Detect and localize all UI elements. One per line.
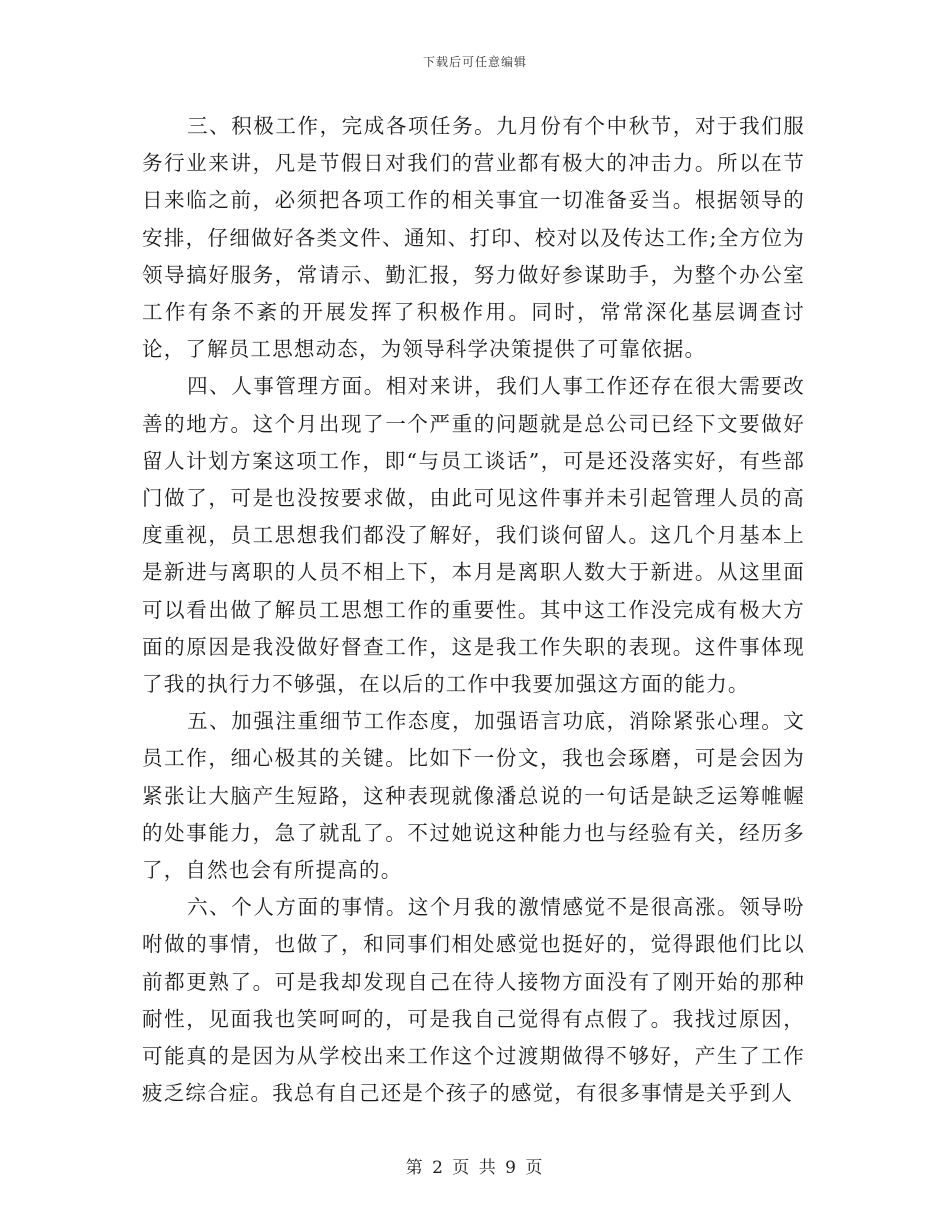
page-number-footer: 第 2 页 共 9 页 xyxy=(405,1158,545,1178)
page-header: 下载后可任意编辑 xyxy=(422,55,527,69)
paragraph-6: 六、个人方面的事情。这个月我的激情感觉不是很高涨。领导吩咐做的事情，也做了，和同事们相处感觉也挺好的，觉得跟他们比以前都更熟了。可是我却发现自己在待人接物方面没有了刚开始的那种耐性，见面我也笑呵呵的，可是我自己觉得有点假了。我找过原因，可能真的是因为从学校出来工作这个过渡期做得不够好，产生了工作疲乏综合症。我总有自己还是个孩子的感觉，有很多事情是关乎到人 xyxy=(142,895,805,1106)
paragraph-5: 五、加强注重细节工作态度，加强语言功底，消除紧张心理。文员工作，细心极其的关键。比如下一份文，我也会琢磨，可是会因为紧张让大脑产生短路，这种表现就像潘总说的一句话是缺乏运筹帷幄的处事能力，急了就乱了。不过她说这种能力也与经验有关，经历多了，自然也会有所提高的。 xyxy=(142,709,805,883)
document-body xyxy=(142,108,805,1112)
paragraph-4: 四、人事管理方面。相对来讲，我们人事工作还存在很大需要改善的地方。这个月出现了一个严重的问题就是总公司已经下文要做好留人计划方案这项工作，即“与员工谈话”，可是还没落实好，有些部门做了，可是也没按要求做，由此可见这件事并未引起管理人员的高度重视，员工思想我们都没了解好，我们谈何留人。这几个月基本上是新进与离职的人员不相上下，本月是离职人数大于新进。从这里面可以看出做了解员工思想工作的重要性。其中这工作没完成有极大方面的原因是我没做好督查工作，这是我工作失职的表现。这件事体现了我的执行力不够强，在以后的工作中我要加强这方面的能力。 xyxy=(142,374,805,697)
paragraph-3: 三、积极工作，完成各项任务。九月份有个中秋节，对于我们服务行业来讲，凡是节假日对我们的营业都有极大的冲击力。所以在节日来临之前，必须把各项工作的相关事宜一切准备妥当。根据领导的安排，仔细做好各类文件、通知、打印、校对以及传达工作;全方位为领导搞好服务，常请示、勤汇报，努力做好参谋助手，为整个办公室工作有条不紊的开展发挥了积极作用。同时，常常深化基层调查讨论，了解员工思想动态，为领导科学决策提供了可靠依据。 xyxy=(142,114,805,362)
